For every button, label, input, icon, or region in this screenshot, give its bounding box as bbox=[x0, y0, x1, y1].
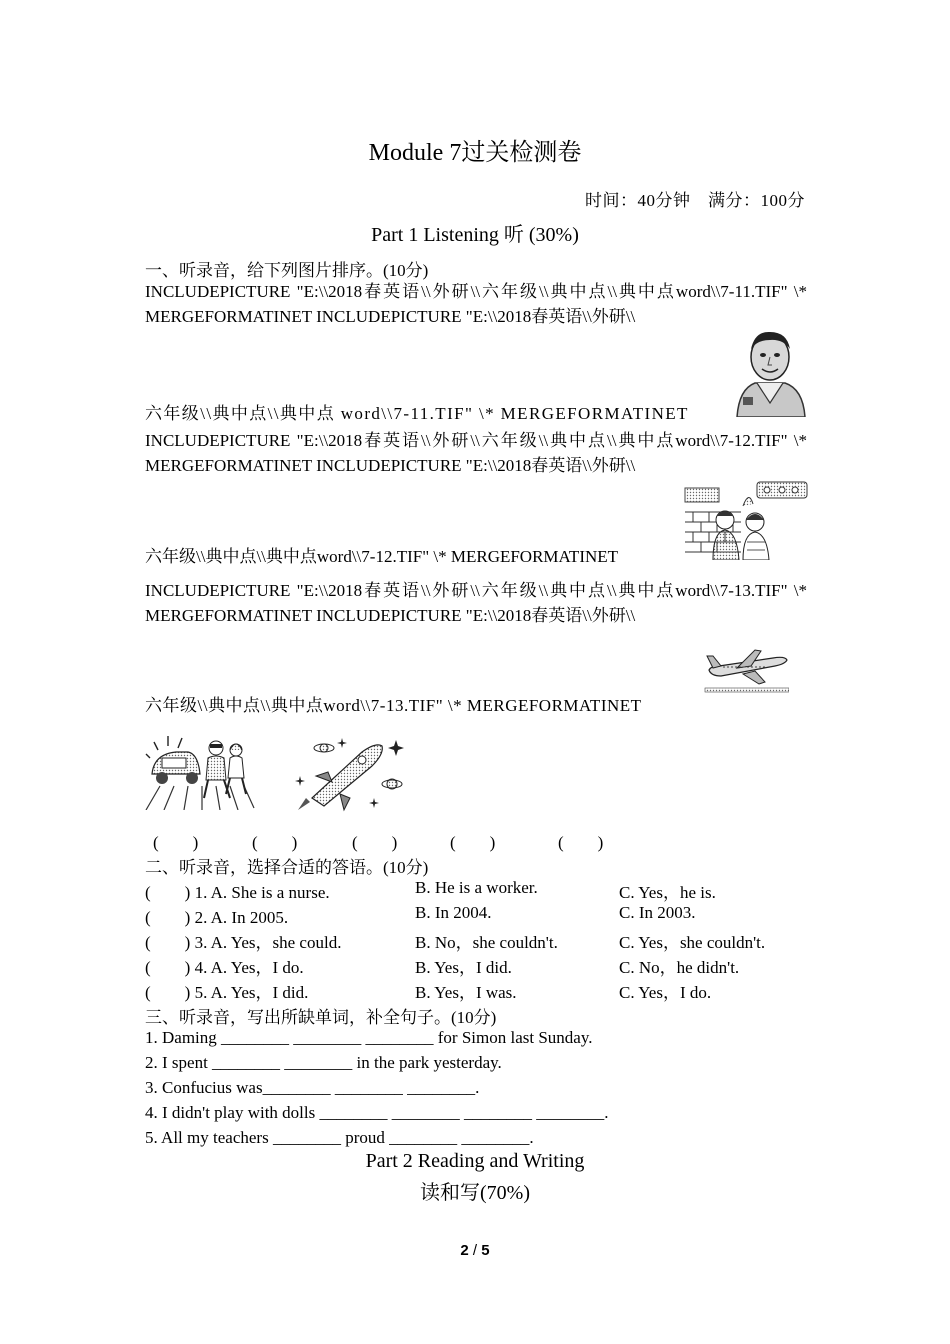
order-answer-bracket[interactable]: ( ) bbox=[252, 833, 298, 852]
spaceship-picture bbox=[292, 736, 410, 814]
question-option-c: C. Yes，I do. bbox=[619, 983, 712, 1002]
field-code-text: 六年级\\典中点\\典中点 word\\7-11.TIF" \* MERGEFORMATINET bbox=[145, 404, 689, 423]
time-and-score: 时间：40分钟 满分：100分 bbox=[585, 191, 805, 210]
question-option-b: B. Yes，I did. bbox=[415, 958, 512, 977]
part2-title: Part 2 Reading and Writing bbox=[365, 1150, 585, 1172]
question-option-a: ( ) 2. A. In 2005. bbox=[145, 908, 289, 927]
question-option-b: B. In 2004. bbox=[415, 903, 492, 922]
fill-blank-sentence: 1. Daming ________ ________ ________ for Simon last Sunday. bbox=[145, 1028, 593, 1047]
field-code-text: 六年级\\典中点\\典中点word\\7-13.TIF" \* MERGEFORMATINET bbox=[145, 696, 642, 715]
order-answer-bracket[interactable]: ( ) bbox=[153, 833, 199, 852]
section1-heading: 一、听录音，给下列图片排序。(10分) bbox=[145, 261, 429, 280]
field-code-text: INCLUDEPICTURE "E:\\2018春英语\\外研\\六年级\\典中点\\典中点word\\7-11.TIF" \* MERGEFORMATINET INCLUDEPICTURE "E:\\2018春英语\\外研\\ bbox=[145, 282, 807, 326]
children-at-zoo-picture bbox=[683, 476, 809, 560]
question-option-a: ( ) 3. A. Yes，she could. bbox=[145, 933, 342, 952]
order-answer-bracket[interactable]: ( ) bbox=[558, 833, 604, 852]
fill-blank-sentence: 4. I didn't play with dolls ________ ________ ________ ________. bbox=[145, 1103, 609, 1122]
order-answer-bracket[interactable]: ( ) bbox=[450, 833, 496, 852]
page-total: 5 bbox=[481, 1242, 490, 1259]
page-separator: / bbox=[472, 1242, 478, 1259]
section3-heading: 三、听录音，写出所缺单词，补全句子。(10分) bbox=[145, 1008, 497, 1027]
part2-subtitle: 读和写(70%) bbox=[420, 1182, 530, 1204]
question-option-b: B. No，she couldn't. bbox=[415, 933, 558, 952]
field-code-text: INCLUDEPICTURE "E:\\2018春英语\\外研\\六年级\\典中点\\典中点word\\7-12.TIF" \* MERGEFORMATINET INCLUDEPICTURE "E:\\2018春英语\\外研\\ bbox=[145, 431, 807, 475]
part1-title: Part 1 Listening 听 (30%) bbox=[371, 224, 579, 246]
question-option-a: ( ) 1. A. She is a nurse. bbox=[145, 883, 330, 902]
fill-blank-sentence: 3. Confucius was________ ________ ________. bbox=[145, 1078, 480, 1097]
section2-heading: 二、听录音，选择合适的答语。(10分) bbox=[145, 858, 429, 877]
question-option-c: C. Yes，she couldn't. bbox=[619, 933, 766, 952]
crosswalk-picture bbox=[144, 730, 256, 810]
question-option-b: B. Yes，I was. bbox=[415, 983, 517, 1002]
page-number bbox=[0, 1242, 950, 1259]
question-option-c: C. In 2003. bbox=[619, 903, 696, 922]
document-title: Module 7过关检测卷 bbox=[368, 140, 582, 166]
question-option-a: ( ) 5. A. Yes，I did. bbox=[145, 983, 309, 1002]
fill-blank-sentence: 2. I spent ________ ________ in the park yesterday. bbox=[145, 1053, 502, 1072]
fill-blank-sentence: 5. All my teachers ________ proud ________ ________. bbox=[145, 1128, 534, 1147]
page-current: 2 bbox=[460, 1242, 469, 1259]
order-answer-bracket[interactable]: ( ) bbox=[352, 833, 398, 852]
question-option-c: C. Yes，he is. bbox=[619, 883, 716, 902]
astronaut-picture bbox=[733, 327, 808, 417]
question-option-a: ( ) 4. A. Yes，I do. bbox=[145, 958, 304, 977]
question-option-b: B. He is a worker. bbox=[415, 878, 538, 897]
airplane-picture bbox=[703, 644, 789, 694]
field-code-text: INCLUDEPICTURE "E:\\2018春英语\\外研\\六年级\\典中点\\典中点word\\7-13.TIF" \* MERGEFORMATINET INCLUDEPICTURE "E:\\2018春英语\\外研\\ bbox=[145, 581, 807, 625]
field-code-text: 六年级\\典中点\\典中点word\\7-12.TIF" \* MERGEFORMATINET bbox=[145, 547, 619, 566]
question-option-c: C. No，he didn't. bbox=[619, 958, 740, 977]
